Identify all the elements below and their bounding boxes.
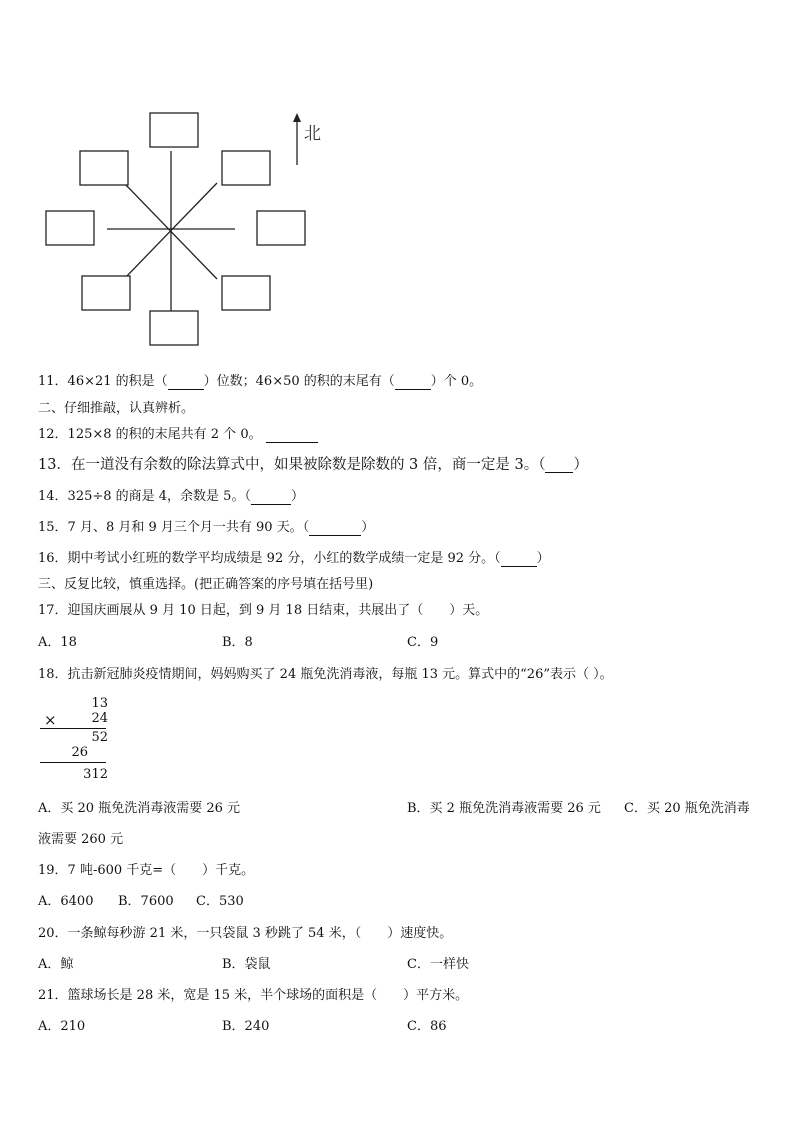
q17-option-c[interactable]: C．9 [407,635,439,650]
box-north[interactable] [150,113,198,147]
question-16: 16．期中考试小红班的数学平均成绩是 92 分，小红的数学成绩一定是 92 分。（ ） [38,551,550,566]
box-southwest[interactable] [82,276,130,310]
box-east[interactable] [257,211,305,245]
rule-line [40,762,106,763]
multiplicand: 13 [91,696,108,711]
question-15: 15．7 月、8 月和 9 月三个月一共有 90 天。（ ） [38,520,375,535]
final-product: 312 [83,767,108,782]
q17-option-b[interactable]: B．8 [222,635,253,650]
answer-blank[interactable] [309,522,361,536]
q18-option-c-continued[interactable]: 液需要 260 元 [38,832,124,847]
q21-option-b[interactable]: B．240 [222,1019,270,1034]
q18-option-b[interactable]: B．买 2 瓶免洗消毒液需要 26 元 [407,801,601,816]
q20-option-b[interactable]: B．袋鼠 [222,957,271,972]
q19-option-a[interactable]: A．6400 [38,894,94,909]
times-sign: × [44,711,57,729]
partial-product-2: 26 [71,745,88,760]
question-21: 21．篮球场长是 28 米，宽是 15 米，半个球场的面积是（ ）平方米。 [38,988,469,1003]
q17-option-a[interactable]: A．18 [38,635,77,650]
question-11: 11．46×21 的积是（ ）位数；46×50 的积的末尾有（ ）个 0。 [38,374,483,389]
box-south[interactable] [150,311,198,345]
box-northeast[interactable] [222,151,270,185]
question-17: 17．迎国庆画展从 9 月 10 日起，到 9 月 18 日结束，共展出了（ ）天。 [38,603,489,618]
q21-option-c[interactable]: C．86 [407,1019,447,1034]
question-14: 14．325÷8 的商是 4，余数是 5。（ ） [38,489,304,504]
q20-option-a[interactable]: A．鲸 [38,957,74,972]
answer-blank[interactable] [501,553,537,567]
box-southeast[interactable] [222,276,270,310]
answer-blank[interactable] [545,459,573,473]
q19-option-b[interactable]: B．7600 [118,894,174,909]
section-3-heading: 三、反复比较，慎重选择。(把正确答案的序号填在括号里) [38,577,374,592]
question-13: 13．在一道没有余数的除法算式中，如果被除数是除数的 3 倍，商一定是 3。（ ） [38,457,588,473]
question-20: 20．一条鲸每秒游 21 米，一只袋鼠 3 秒跳了 54 米，（ ）速度快。 [38,926,453,941]
q19-option-c[interactable]: C．530 [196,894,244,909]
q20-option-c[interactable]: C．一样快 [407,957,469,972]
partial-product-1: 52 [91,730,108,745]
answer-blank[interactable] [168,376,204,390]
section-2-heading: 二、仔细推敲，认真辨析。 [38,401,195,416]
q18-option-c[interactable]: C．买 20 瓶免洗消毒 [624,801,750,816]
question-12: 12．125×8 的积的末尾共有 2 个 0。 [38,427,318,443]
answer-blank[interactable] [266,429,318,443]
q21-option-a[interactable]: A．210 [38,1019,86,1034]
answer-blank[interactable] [395,376,431,390]
vertical-multiplication [38,696,118,786]
box-northwest[interactable] [80,151,128,185]
box-west[interactable] [46,211,94,245]
compass-direction-diagram [40,105,340,350]
q18-option-a[interactable]: A．买 20 瓶免洗消毒液需要 26 元 [38,801,241,816]
rule-line [40,728,106,729]
multiplier: 24 [91,711,108,726]
question-18: 18．抗击新冠肺炎疫情期间，妈妈购买了 24 瓶免洗消毒液，每瓶 13 元。算式中的“26”表示（ ）。 [38,667,613,682]
question-19: 19．7 吨-600 千克=（ ）千克。 [38,863,255,878]
north-label: 北 [304,124,321,144]
north-arrow-icon [293,113,301,165]
answer-blank[interactable] [251,491,291,505]
